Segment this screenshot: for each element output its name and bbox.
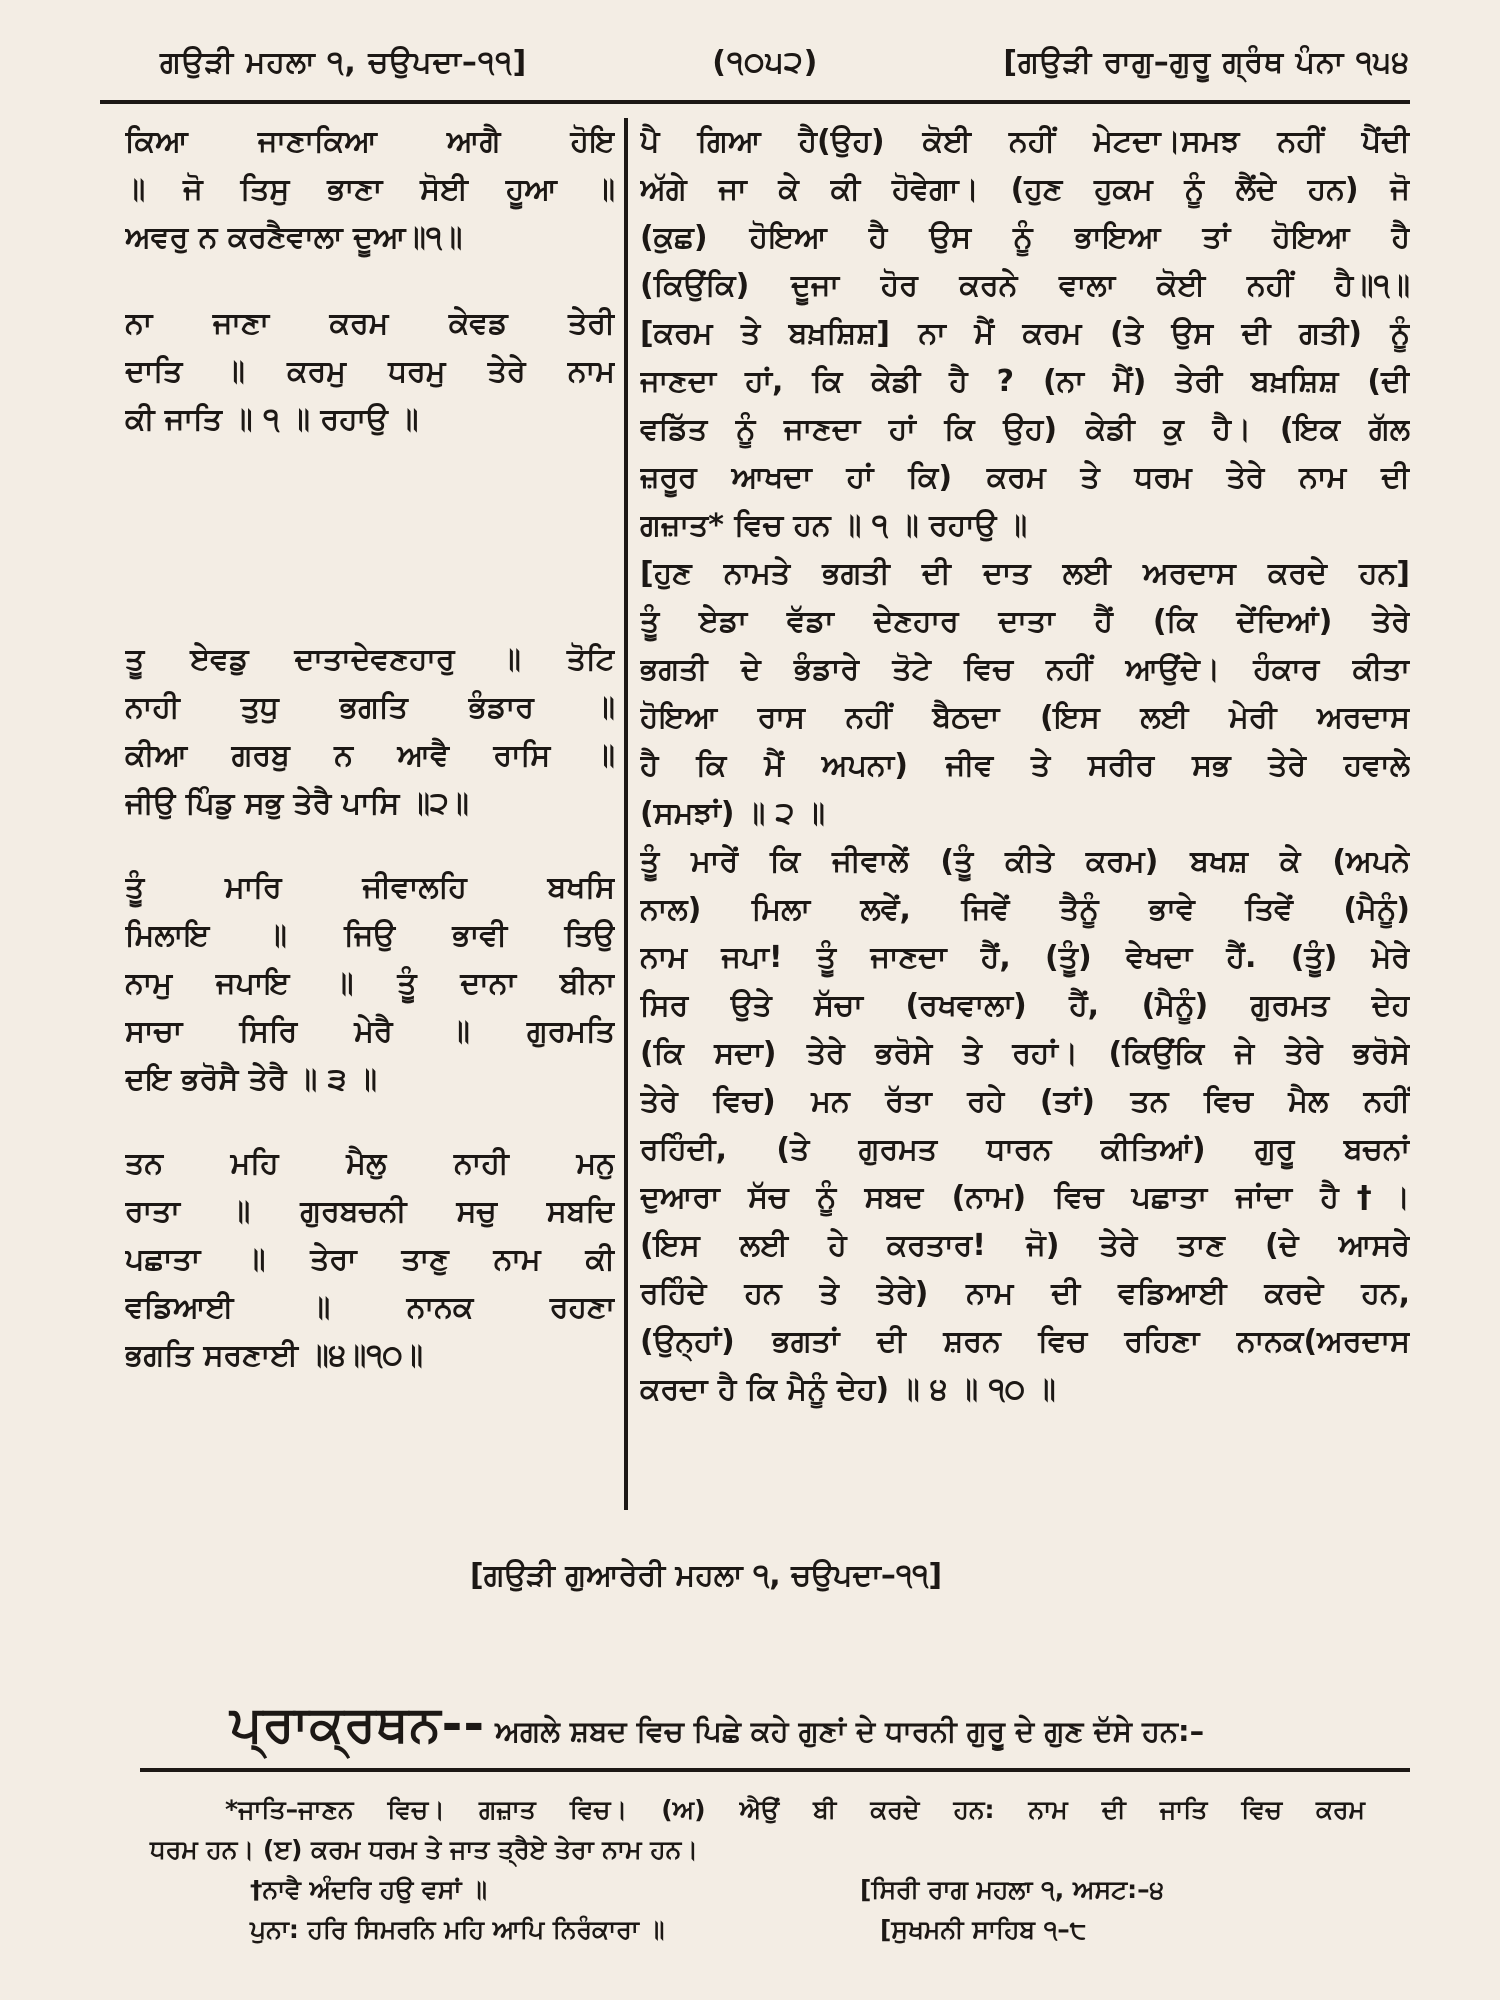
footnote-line: ਧਰਮ ਹਨ। (ੲ) ਕਰਮ ਧਰਮ ਤੇ ਜਾਤ ਤ੍ਰੈਏ ਤੇਰਾ ਨਾਮ ਹਨ।: [150, 1835, 699, 1864]
header-right: [ਗਉੜੀ ਰਾਗੁ–ਗੁਰੂ ਗ੍ਰੰਥ ਪੰਨਾ ੧੫੪: [1003, 44, 1410, 80]
footnote-citation: [ਸਿਰੀ ਰਾਗ ਮਹਲਾ ੧, ਅਸਟ:–੪: [860, 1875, 1165, 1904]
gurbani-line: ਮਿਲਾਇ ॥ ਜਿਉ ਭਾਵੀ ਤਿਉ: [125, 918, 615, 953]
page-header: [160, 38, 1410, 86]
commentary-line: ਸਿਰ ਉਤੇ ਸੱਚਾ (ਰਖਵਾਲਾ) ਹੈਂ, (ਮੈਨੂੰ) ਗੁਰਮਤ ਦੇਹ: [640, 988, 1410, 1023]
stanza-2: [125, 636, 615, 828]
commentary-line: (ਕਿ ਸਦਾ) ਤੇਰੇ ਭਰੋਸੇ ਤੇ ਰਹਾਂ। (ਕਿਉਂਕਿ ਜੇ ਤੇਰੇ ਭਰੋਸੇ: [640, 1036, 1410, 1071]
commentary-line: [ਕਰਮ ਤੇ ਬਖ਼ਸ਼ਿਸ਼] ਨਾ ਮੈਂ ਕਰਮ (ਤੇ ਉਸ ਦੀ ਗਤੀ) ਨੂੰ: [640, 316, 1410, 351]
preamble-heading: ਪ੍ਰਾਕ੍ਰਥਨ--: [230, 1695, 486, 1753]
commentary-line: ਜਾਣਦਾ ਹਾਂ, ਕਿ ਕੇਡੀ ਹੈ ? (ਨਾ ਮੈਂ) ਤੇਰੀ ਬਖ਼ਸ਼ਿਸ਼ (ਦੀ: [640, 364, 1410, 399]
gurbani-column: [125, 118, 615, 1380]
gurbani-line: ਜੀਉ ਪਿੰਡੁ ਸਭੁ ਤੇਰੈ ਪਾਸਿ ॥੨॥: [125, 786, 469, 821]
preamble-text: ਅਗਲੇ ਸ਼ਬਦ ਵਿਚ ਪਿਛੇ ਕਹੇ ਗੁਣਾਂ ਦੇ ਧਾਰਨੀ ਗੁਰੂ ਦੇ ਗੁਣ ਦੱਸੇ ਹਨ:–: [495, 1714, 1205, 1748]
footnote-line: †ਨਾਵੈ ਅੰਦਰਿ ਹਉ ਵਸਾਂ ॥: [250, 1875, 487, 1904]
commentary-line: ਵਡਿੱਤ ਨੂੰ ਜਾਣਦਾ ਹਾਂ ਕਿ ਉਹ) ਕੇਡੀ ਕੁ ਹੈ। (ਇਕ ਗੱਲ: [640, 412, 1410, 447]
commentary-line: ਤੂੰ ਮਾਰੇਂ ਕਿ ਜੀਵਾਲੇਂ (ਤੂੰ ਕੀਤੇ ਕਰਮ) ਬਖਸ਼ ਕੇ (ਅਪਨੇ: [640, 844, 1410, 879]
commentary-line: (ਉਨ੍ਹਾਂ) ਭਗਤਾਂ ਦੀ ਸ਼ਰਨ ਵਿਚ ਰਹਿਣਾ ਨਾਨਕ(ਅਰਦਾਸ: [640, 1324, 1410, 1359]
commentary-line: ਗਜ਼ਾਤ* ਵਿਚ ਹਨ ॥ ੧ ॥ ਰਹਾਉ ॥: [640, 508, 1028, 543]
commentary-line: ਅੱਗੇ ਜਾ ਕੇ ਕੀ ਹੋਵੇਗਾ। (ਹੁਣ ਹੁਕਮ ਨੂੰ ਲੈਂਦੇ ਹਨ) ਜੋ: [640, 172, 1410, 207]
gurbani-line: ਨਾਮੁ ਜਪਾਇ ॥ ਤੂੰ ਦਾਨਾ ਬੀਨਾ: [125, 966, 615, 1001]
next-shabad-reference: [ਗਉੜੀ ਗੁਆਰੇਰੀ ਮਹਲਾ ੧, ਚਉਪਦਾ–੧੧]: [470, 1558, 943, 1593]
commentary-line: ਰਹਿੰਦੇ ਹਨ ਤੇ ਤੇਰੇ) ਨਾਮ ਦੀ ਵਡਿਆਈ ਕਰਦੇ ਹਨ,: [640, 1276, 1410, 1311]
gurbani-line: ਤੂ ਏਵਡੁ ਦਾਤਾਦੇਵਣਹਾਰੁ ॥ ਤੋਟਿ: [125, 642, 615, 677]
gurbani-line: ਦਇ ਭਰੋਸੈ ਤੇਰੈ ॥ ੩ ॥: [125, 1062, 378, 1097]
gurbani-line: ਨਾਹੀ ਤੁਧੁ ਭਗਤਿ ਭੰਡਾਰ ॥: [125, 690, 615, 725]
commentary-line: ਜ਼ਰੂਰ ਆਖਦਾ ਹਾਂ ਕਿ) ਕਰਮ ਤੇ ਧਰਮ ਤੇਰੇ ਨਾਮ ਦੀ: [640, 460, 1410, 495]
preamble: [230, 1695, 1410, 1754]
gurbani-line: ਸਾਚਾ ਸਿਰਿ ਮੇਰੈ ॥ ਗੁਰਮਤਿ: [125, 1014, 615, 1049]
column-divider: [624, 118, 628, 1510]
commentary-line: ਨਾਮ ਜਪਾ! ਤੂੰ ਜਾਣਦਾ ਹੈਂ, (ਤੂੰ) ਵੇਖਦਾ ਹੈਂ. (ਤੂੰ) ਮੇਰੇ: [640, 940, 1410, 975]
footnote-line: ਪੁਨਾ: ਹਰਿ ਸਿਮਰਨਿ ਮਹਿ ਆਪਿ ਨਿਰੰਕਾਰਾ ॥: [250, 1915, 665, 1944]
gurbani-line: ਨਾ ਜਾਣਾ ਕਰਮ ਕੇਵਡ ਤੇਰੀ: [125, 306, 615, 341]
commentary-line: (ਇਸ ਲਈ ਹੇ ਕਰਤਾਰ! ਜੋ) ਤੇਰੇ ਤਾਣ (ਦੇ ਆਸਰੇ: [640, 1228, 1410, 1263]
commentary-line: ਰਹਿੰਦੀ, (ਤੇ ਗੁਰਮਤ ਧਾਰਨ ਕੀਤਿਆਂ) ਗੁਰੂ ਬਚਨਾਂ: [640, 1132, 1410, 1167]
stanza-1: [125, 118, 615, 262]
commentary-column: [640, 118, 1410, 1414]
gurbani-line: ਕੀਆ ਗਰਬੁ ਨ ਆਵੈ ਰਾਸਿ ॥: [125, 738, 615, 773]
footnote-line: *ਜਾਤਿ–ਜਾਣਨ ਵਿਚ। ਗਜ਼ਾਤ ਵਿਚ। (ਅ) ਐਉਂ ਬੀ ਕਰਦੇ ਹਨ: ਨਾਮ ਦੀ ਜਾਤਿ ਵਿਚ ਕਰਮ: [225, 1795, 1365, 1824]
commentary-line: ਹੈ ਕਿ ਮੈਂ ਅਪਨਾ) ਜੀਵ ਤੇ ਸਰੀਰ ਸਭ ਤੇਰੇ ਹਵਾਲੇ: [640, 748, 1410, 783]
gurbani-line: ਰਾਤਾ ॥ ਗੁਰਬਚਨੀ ਸਚੁ ਸਬਦਿ: [125, 1194, 615, 1229]
stanza-rahao: [125, 300, 615, 444]
gurbani-line: ॥ ਜੋ ਤਿਸੁ ਭਾਣਾ ਸੋਈ ਹੂਆ ॥: [125, 172, 615, 207]
header-left: ਗਉੜੀ ਮਹਲਾ ੧, ਚਉਪਦਾ–੧੧]: [160, 44, 528, 80]
gurbani-line: ਭਗਤਿ ਸਰਣਾਈ ॥੪॥੧੦॥: [125, 1338, 423, 1373]
gurbani-line: ਦਾਤਿ ॥ ਕਰਮੁ ਧਰਮੁ ਤੇਰੇ ਨਾਮ: [125, 354, 615, 389]
page-number: (੧੦੫੨): [712, 44, 819, 80]
commentary-line: (ਕੁਛ) ਹੋਇਆ ਹੈ ਉਸ ਨੂੰ ਭਾਇਆ ਤਾਂ ਹੋਇਆ ਹੈ: [640, 220, 1410, 255]
commentary-line: (ਕਿਉਂਕਿ) ਦੂਜਾ ਹੋਰ ਕਰਨੇ ਵਾਲਾ ਕੋਈ ਨਹੀਂ ਹੈ॥੧॥: [640, 268, 1410, 303]
commentary-line: ਭਗਤੀ ਦੇ ਭੰਡਾਰੇ ਤੋਟੇ ਵਿਚ ਨਹੀਂ ਆਉਂਦੇ। ਹੰਕਾਰ ਕੀਤਾ: [640, 652, 1410, 687]
commentary-line: ਤੇਰੇ ਵਿਚ) ਮਨ ਰੱਤਾ ਰਹੇ (ਤਾਂ) ਤਨ ਵਿਚ ਮੈਲ ਨਹੀਂ: [640, 1084, 1410, 1119]
footnote-rule: [140, 1768, 1410, 1772]
commentary-line: ਨਾਲ) ਮਿਲਾ ਲਵੇਂ, ਜਿਵੇਂ ਤੈਨੂੰ ਭਾਵੇ ਤਿਵੇਂ (ਮੈਨੂੰ): [640, 892, 1410, 927]
commentary-line: ਤੂੰ ਏਡਾ ਵੱਡਾ ਦੇਣਹਾਰ ਦਾਤਾ ਹੈਂ (ਕਿ ਦੇਂਦਿਆਂ) ਤੇਰੇ: [640, 604, 1410, 639]
footnote-citation: [ਸੁਖਮਨੀ ਸਾਹਿਬ ੧–੮: [880, 1915, 1087, 1944]
stanza-3: [125, 864, 615, 1104]
gurbani-line: ਤਨ ਮਹਿ ਮੈਲੁ ਨਾਹੀ ਮਨੁ: [125, 1146, 615, 1181]
gurbani-line: ਤੂੰ ਮਾਰਿ ਜੀਵਾਲਹਿ ਬਖਸਿ: [125, 870, 615, 905]
gurbani-line: ਪਛਾਤਾ ॥ ਤੇਰਾ ਤਾਣੁ ਨਾਮ ਕੀ: [125, 1242, 615, 1277]
commentary-line: ਹੋਇਆ ਰਾਸ ਨਹੀਂ ਬੈਠਦਾ (ਇਸ ਲਈ ਮੇਰੀ ਅਰਦਾਸ: [640, 700, 1410, 735]
stanza-4: [125, 1140, 615, 1380]
gurbani-line: ਕਿਆ ਜਾਣਾਕਿਆ ਆਗੈ ਹੋਇ: [125, 124, 615, 159]
gurbani-line: ਅਵਰੁ ਨ ਕਰਣੈਵਾਲਾ ਦੂਆ॥੧॥: [125, 220, 463, 255]
commentary-line: (ਸਮਝਾਂ) ॥ ੨ ॥: [640, 796, 825, 831]
gurbani-line: ਵਡਿਆਈ ॥ ਨਾਨਕ ਰਹਣਾ: [125, 1290, 615, 1325]
gurbani-line: ਕੀ ਜਾਤਿ ॥ ੧ ॥ ਰਹਾਉ ॥: [125, 402, 419, 437]
header-rule: [100, 100, 1410, 104]
commentary-line: ਦੁਆਰਾ ਸੱਚ ਨੂੰ ਸਬਦ (ਨਾਮ) ਵਿਚ ਪਛਾਤਾ ਜਾਂਦਾ ਹੈ†।: [640, 1180, 1410, 1215]
commentary-heading: [ਹੁਣ ਨਾਮਤੇ ਭਗਤੀ ਦੀ ਦਾਤ ਲਈ ਅਰਦਾਸ ਕਰਦੇ ਹਨ]: [640, 556, 1410, 591]
commentary-line: ਪੈ ਗਿਆ ਹੈ(ਉਹ) ਕੋਈ ਨਹੀਂ ਮੇਟਦਾ।ਸਮਝ ਨਹੀਂ ਪੈਂਦੀ: [640, 124, 1410, 159]
commentary-line: ਕਰਦਾ ਹੈ ਕਿ ਮੈਨੂੰ ਦੇਹ) ॥ ੪ ॥ ੧੦ ॥: [640, 1372, 1056, 1407]
